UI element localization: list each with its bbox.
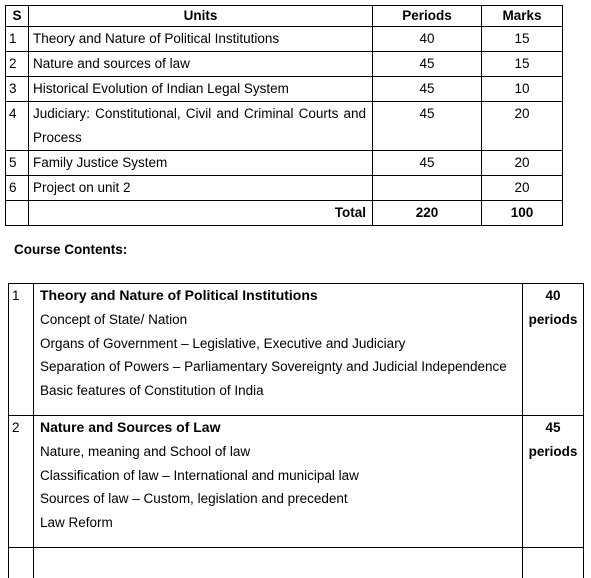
total-marks: 100 [482,201,563,226]
row-sn: 2 [6,52,29,77]
content-block-partial [9,547,584,578]
row-unit: Historical Evolution of Indian Legal System [29,77,373,102]
row-periods: 45 [373,77,482,102]
row-unit: Nature and sources of law [29,52,373,77]
row-unit: Family Justice System [29,151,373,176]
periods-value: 40 [545,288,561,303]
row-sn: 1 [6,27,29,52]
row-periods: 45 [373,52,482,77]
row-marks: 20 [482,151,563,176]
content-block [9,415,584,547]
units-table [5,5,563,226]
table-row [6,27,563,52]
row-sn: 3 [6,77,29,102]
table-row [6,77,563,102]
block-body [34,547,523,578]
row-periods: 45 [373,151,482,176]
block-sn [9,547,34,578]
total-row [6,201,563,226]
row-marks: 10 [482,77,563,102]
row-sn: 6 [6,176,29,201]
header-periods: Periods [373,6,482,27]
total-periods: 220 [373,201,482,226]
table-row [6,52,563,77]
row-marks: 20 [482,176,563,201]
row-sn: 5 [6,151,29,176]
header-marks: Marks [482,6,563,27]
total-sn [6,201,29,226]
table-row [6,151,563,176]
course-contents-table [8,283,584,578]
periods-value: 45 [545,419,561,435]
table-row [6,102,563,151]
list-item: Classification of law – International and municipal law [40,467,359,483]
list-item: Law Reform [40,515,113,531]
list-item: Concept of State/ Nation [40,311,188,327]
list-item: Sources of law – Custom, legislation and precedent [40,491,348,507]
row-unit: Project on unit 2 [29,176,373,201]
list-item: Organs of Government – Legislative, Executive and Judiciary [40,335,406,351]
row-marks: 15 [482,52,563,77]
block-body [34,284,523,416]
row-periods: 45 [373,102,482,151]
course-contents-heading: Course Contents: [14,242,128,257]
block-sn: 2 [9,415,34,547]
row-marks: 15 [482,27,563,52]
content-block [9,284,584,416]
header-sn: S [6,6,29,27]
row-unit: Judiciary: Constitutional, Civil and Criminal Courts and Process [29,102,373,151]
list-item: Basic features of Constitution of India [40,383,264,399]
row-sn: 4 [6,102,29,151]
row-periods: 40 [373,27,482,52]
periods-word: periods [528,443,578,459]
header-units: Units [29,6,373,27]
total-label: Total [29,201,373,226]
block-periods [523,547,584,578]
block-title: Nature and Sources of Law [40,418,221,435]
block-title: Theory and Nature of Political Institutions [40,287,318,303]
block-periods [523,284,584,416]
row-periods [373,176,482,201]
list-item: Nature, meaning and School of law [40,443,251,459]
table-row [6,176,563,201]
block-sn: 1 [9,284,34,416]
units-table-header [6,6,563,27]
list-item: Separation of Powers – Parliamentary Sovereignty and Judicial Independence [40,359,507,375]
block-periods [523,415,584,547]
block-body [34,415,523,547]
row-unit: Theory and Nature of Political Institutions [29,27,373,52]
periods-word: periods [528,311,578,327]
row-marks: 20 [482,102,563,151]
